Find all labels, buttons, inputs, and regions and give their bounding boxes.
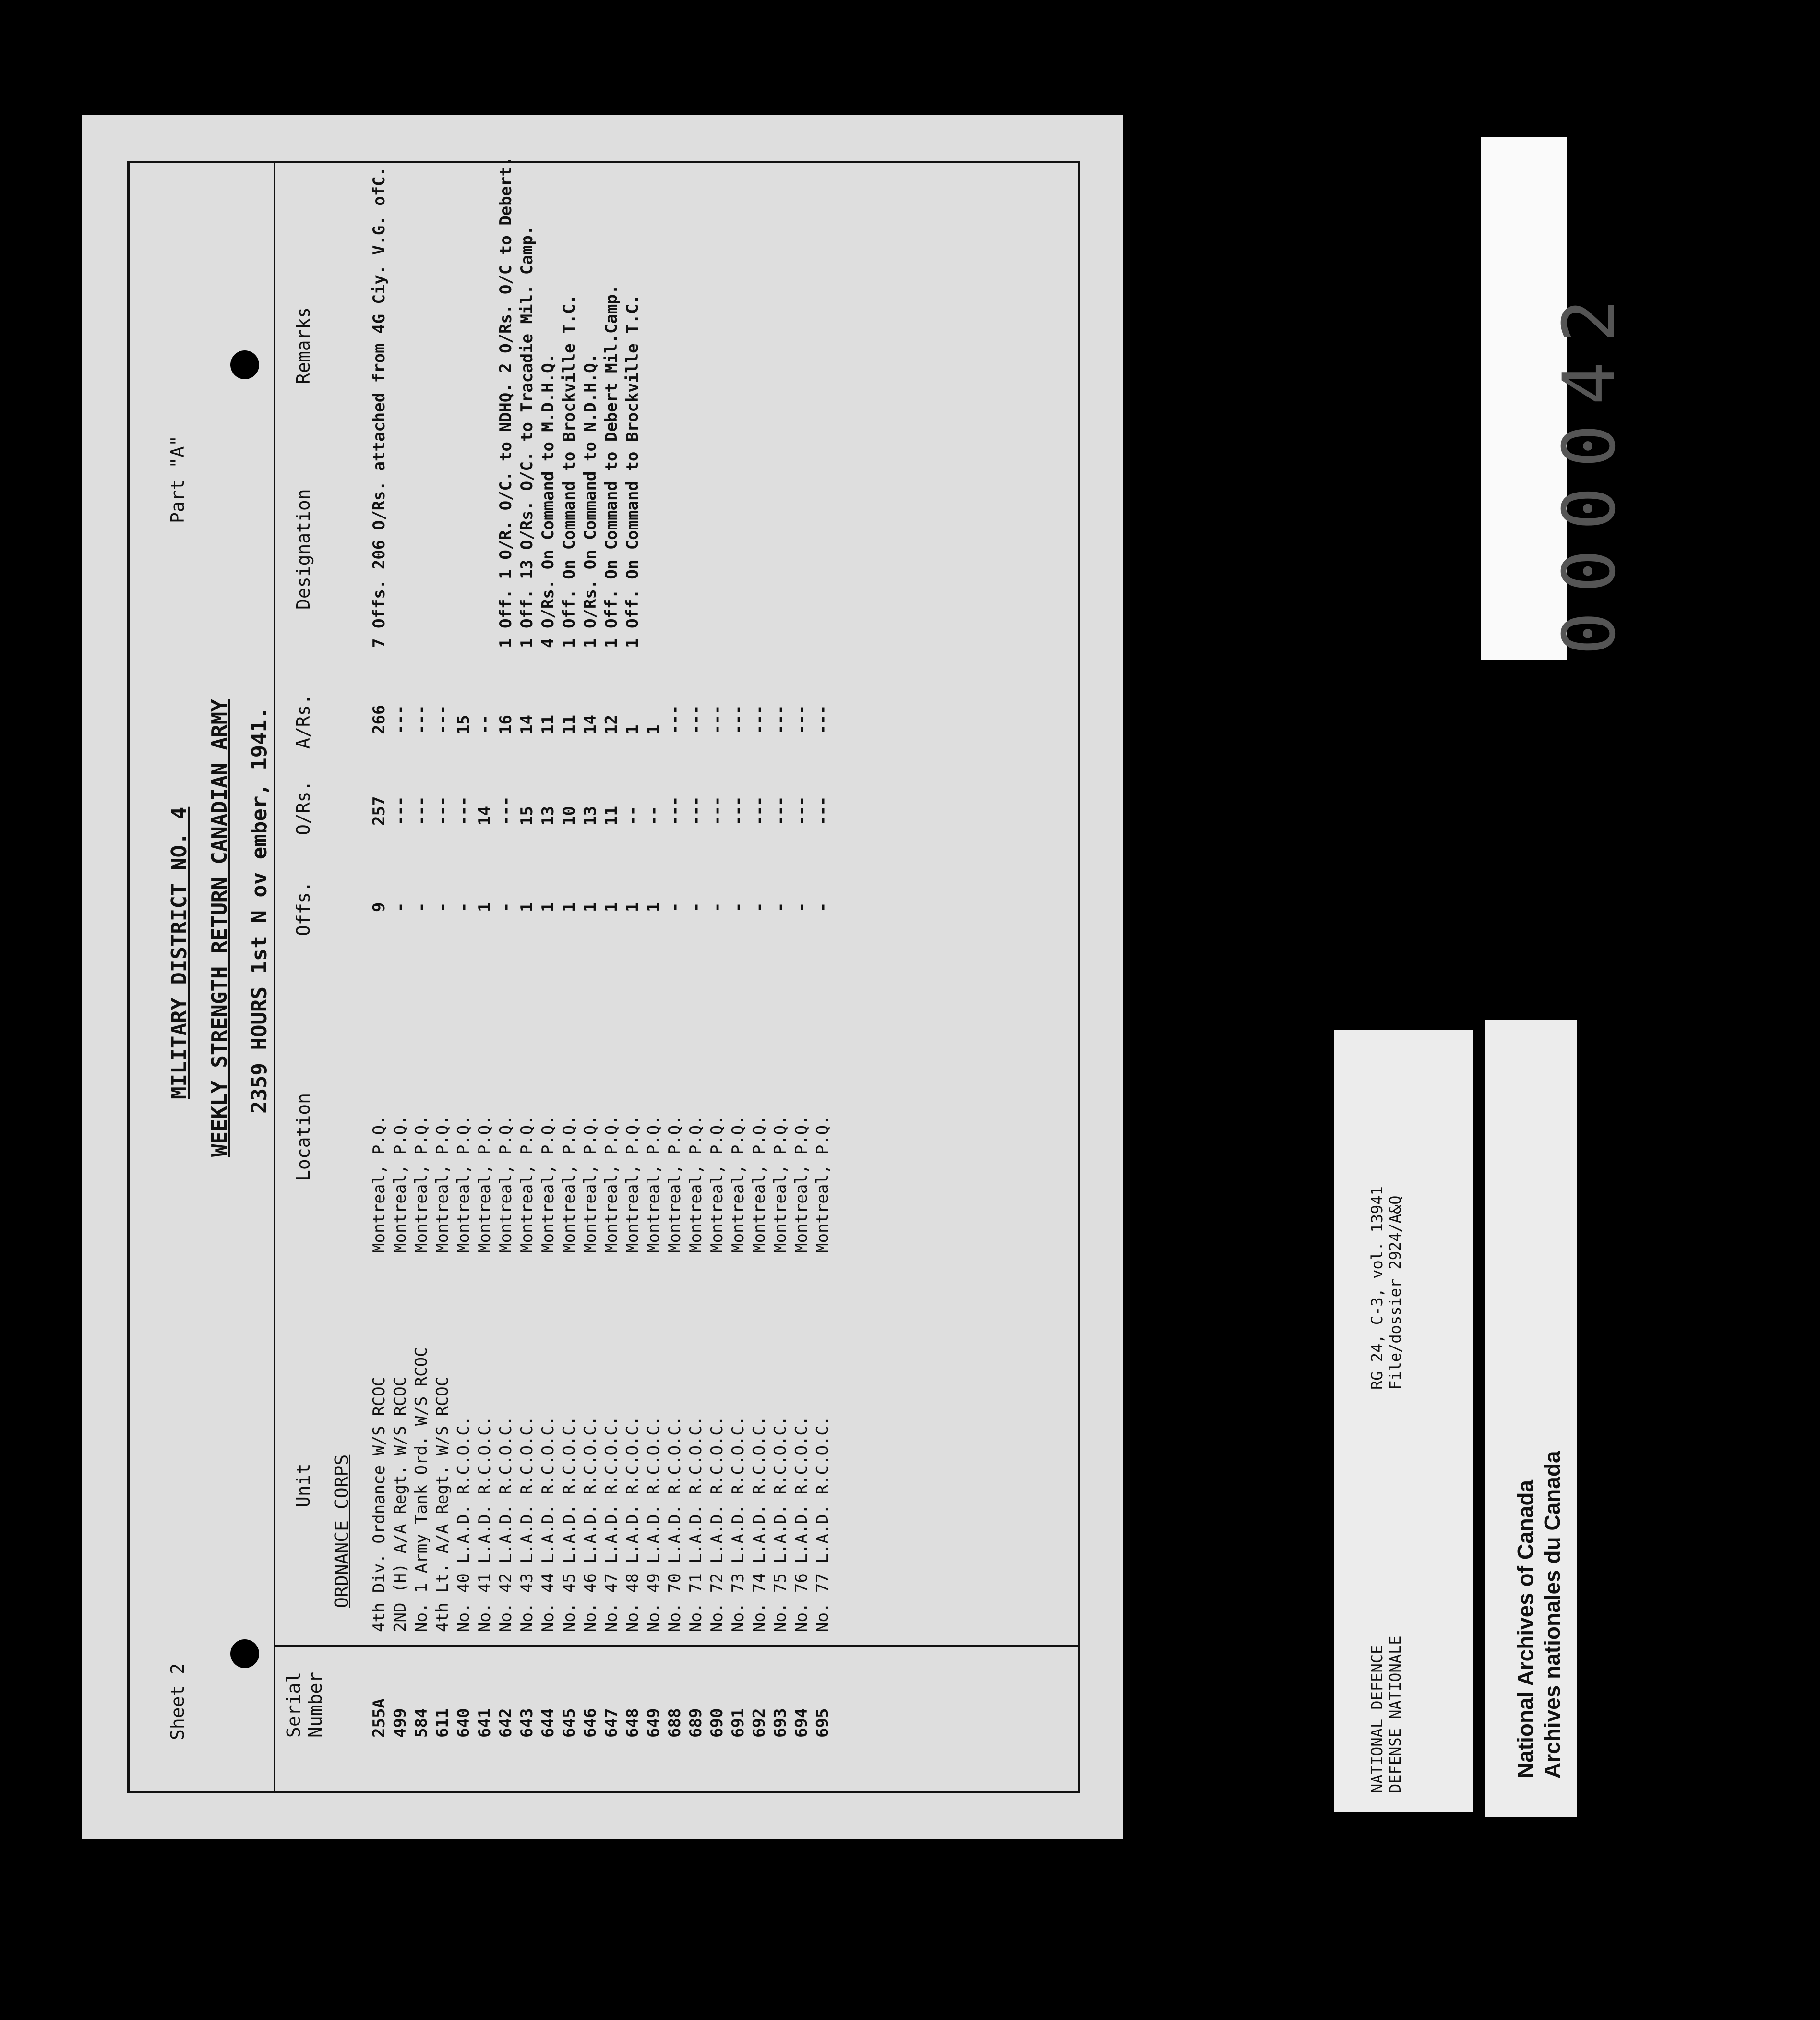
cell-ors: ---	[707, 796, 727, 826]
cell-unit: No. 77 L.A.D. R.C.O.C.	[813, 1416, 832, 1632]
cell-ors: ---	[496, 796, 515, 826]
cell-ors: ---	[771, 796, 790, 826]
cell-unit: No. 1 Army Tank Ord. W/S RCOC	[412, 1347, 431, 1632]
cell-unit: No. 43 L.A.D. R.C.O.C.	[517, 1416, 537, 1632]
cell-remarks: 1 O/Rs. On Command to N.D.H.Q.	[581, 353, 600, 648]
cell-location: Montreal, P.Q.	[496, 1115, 515, 1253]
cell-ars: ---	[665, 705, 684, 734]
col-ars: A/Rs.	[293, 694, 314, 749]
cell-location: Montreal, P.Q.	[750, 1115, 769, 1253]
cell-offs: 9	[370, 902, 389, 912]
cell-unit: No. 42 L.A.D. R.C.O.C.	[496, 1416, 515, 1632]
cell-location: Montreal, P.Q.	[729, 1115, 748, 1253]
cell-offs: -	[771, 902, 790, 912]
col-remarks: Remarks	[293, 307, 314, 384]
table-row	[454, 158, 475, 1839]
cell-serial: 640	[454, 1708, 473, 1738]
cell-ors: ---	[686, 796, 706, 826]
rg-line2: File/dossier 2924/A&Q	[1386, 1195, 1404, 1390]
rg-line1: RG 24, C-3, vol. 13941	[1368, 1186, 1386, 1390]
table-row	[560, 158, 581, 1839]
title-line3: 2359 HOURS 1st N ov ember, 1941.	[247, 707, 272, 1114]
cell-location: Montreal, P.Q.	[623, 1115, 642, 1253]
cell-location: Montreal, P.Q.	[665, 1115, 684, 1253]
cell-serial: 694	[792, 1708, 811, 1738]
cell-location: Montreal, P.Q.	[686, 1115, 706, 1253]
cell-ars: ---	[412, 705, 431, 734]
cell-ars: ---	[771, 705, 790, 734]
cell-serial: 693	[771, 1708, 790, 1738]
part-label: Part "A"	[167, 435, 188, 523]
cell-remarks: 1 Off. On Command to Debert Mil.Camp.	[602, 284, 621, 648]
archives-line2: Archives nationales du Canada	[1540, 1451, 1565, 1779]
cell-location: Montreal, P.Q.	[517, 1115, 537, 1253]
cell-ars: 1	[623, 724, 642, 734]
cell-offs: -	[433, 902, 452, 912]
cell-ars: ---	[433, 705, 452, 734]
cell-remarks: 1 Off. On Command to Brockville T.C.	[623, 294, 642, 648]
cell-serial: 255A	[370, 1698, 389, 1738]
cell-ars: --	[475, 715, 494, 734]
defence-line2: DEFENSE NATIONALE	[1386, 1635, 1404, 1793]
cell-unit: No. 41 L.A.D. R.C.O.C.	[475, 1416, 494, 1632]
cell-ors: 11	[602, 806, 621, 826]
cell-serial: 649	[644, 1708, 663, 1738]
table-row	[475, 158, 496, 1839]
cell-offs: -	[750, 902, 769, 912]
cell-offs: 1	[623, 902, 642, 912]
header-separator	[274, 161, 275, 1793]
cell-serial: 691	[729, 1708, 748, 1738]
cell-ars: ---	[813, 705, 832, 734]
cell-serial: 690	[707, 1708, 727, 1738]
table-row	[644, 158, 665, 1839]
cell-ars: ---	[391, 705, 410, 734]
document-content	[82, 115, 1123, 1839]
cell-ors: ---	[813, 796, 832, 826]
cell-unit: No. 73 L.A.D. R.C.O.C.	[729, 1416, 748, 1632]
cell-unit: No. 74 L.A.D. R.C.O.C.	[750, 1416, 769, 1632]
cell-unit: No. 46 L.A.D. R.C.O.C.	[581, 1416, 600, 1632]
cell-offs: 1	[581, 902, 600, 912]
sheet-label: Sheet 2	[167, 1663, 188, 1740]
cell-ors: 257	[370, 796, 389, 826]
table-row	[496, 158, 517, 1839]
table-row	[707, 158, 729, 1839]
cell-remarks: 1 Off. 13 O/Rs. O/C. to Tracadie Mil. Camp.	[517, 225, 537, 648]
table-row	[792, 158, 813, 1839]
cell-serial: 644	[539, 1708, 558, 1738]
table-row	[729, 158, 750, 1839]
punch-hole-left	[230, 1639, 259, 1668]
col-ors: O/Rs.	[293, 780, 314, 835]
cell-offs: -	[792, 902, 811, 912]
cell-offs: -	[729, 902, 748, 912]
cell-location: Montreal, P.Q.	[560, 1115, 579, 1253]
cell-unit: No. 72 L.A.D. R.C.O.C.	[707, 1416, 727, 1632]
cell-ars: 14	[581, 715, 600, 734]
cell-serial: 689	[686, 1708, 706, 1738]
cell-location: Montreal, P.Q.	[813, 1115, 832, 1253]
cell-ors: ---	[792, 796, 811, 826]
cell-unit: No. 45 L.A.D. R.C.O.C.	[560, 1416, 579, 1632]
cell-unit: 2ND (H) A/A Regt. W/S RCOC	[391, 1376, 410, 1632]
cell-serial: 643	[517, 1708, 537, 1738]
cell-unit: 4th Lt. A/A Regt. W/S RCOC	[433, 1376, 452, 1632]
cell-offs: 1	[602, 902, 621, 912]
cell-offs: -	[707, 902, 727, 912]
cell-serial: 499	[391, 1708, 410, 1738]
cell-location: Montreal, P.Q.	[391, 1115, 410, 1253]
title-line1: MILITARY DISTRICT NO. 4	[167, 806, 192, 1099]
cell-serial: 645	[560, 1708, 579, 1738]
col-location: Location	[293, 1093, 314, 1181]
table-row	[750, 158, 771, 1839]
table-row	[370, 158, 391, 1839]
table-row	[602, 158, 623, 1839]
cell-unit: No. 49 L.A.D. R.C.O.C.	[644, 1416, 663, 1632]
cell-unit: No. 48 L.A.D. R.C.O.C.	[623, 1416, 642, 1632]
cell-remarks: 7 Offs. 206 O/Rs. attached from 4G Ciy. V.G. ofC.	[370, 166, 389, 648]
cell-remarks: 1 Off. On Command to Brockville T.C.	[560, 294, 579, 648]
cell-ors: 15	[517, 806, 537, 826]
cell-offs: 1	[644, 902, 663, 912]
cell-ors: ---	[412, 796, 431, 826]
cell-serial: 692	[750, 1708, 769, 1738]
cell-ars: ---	[686, 705, 706, 734]
cell-unit: 4th Div. Ordnance W/S RCOC	[370, 1376, 389, 1632]
cell-location: Montreal, P.Q.	[433, 1115, 452, 1253]
cell-ors: ---	[665, 796, 684, 826]
cell-location: Montreal, P.Q.	[539, 1115, 558, 1253]
cell-ars: 11	[539, 715, 558, 734]
cell-location: Montreal, P.Q.	[412, 1115, 431, 1253]
cell-ars: 266	[370, 705, 389, 734]
cell-ars: 1	[644, 724, 663, 734]
table-row	[517, 158, 539, 1839]
cell-serial: 642	[496, 1708, 515, 1738]
cell-ors: 14	[475, 806, 494, 826]
table-row	[771, 158, 792, 1839]
cell-serial: 688	[665, 1708, 684, 1738]
col-serial-line1: Serial	[283, 1671, 304, 1738]
cell-location: Montreal, P.Q.	[707, 1115, 727, 1253]
cell-ars: 12	[602, 715, 621, 734]
cell-ars: ---	[729, 705, 748, 734]
cell-offs: 1	[539, 902, 558, 912]
table-row	[539, 158, 560, 1839]
cell-ars: 11	[560, 715, 579, 734]
cell-location: Montreal, P.Q.	[792, 1115, 811, 1253]
cell-offs: -	[391, 902, 410, 912]
cell-location: Montreal, P.Q.	[602, 1115, 621, 1253]
cell-offs: -	[496, 902, 515, 912]
cell-ors: ---	[750, 796, 769, 826]
cell-location: Montreal, P.Q.	[454, 1115, 473, 1253]
label-archives	[1485, 1020, 1577, 1817]
cell-ars: 16	[496, 715, 515, 734]
cell-unit: No. 71 L.A.D. R.C.O.C.	[686, 1416, 706, 1632]
cell-offs: 1	[560, 902, 579, 912]
document-page	[82, 115, 1123, 1839]
table-row	[412, 158, 433, 1839]
cell-unit: No. 75 L.A.D. R.C.O.C.	[771, 1416, 790, 1632]
cell-ors: 13	[581, 806, 600, 826]
cell-ars: 14	[517, 715, 537, 734]
cell-offs: -	[412, 902, 431, 912]
cell-serial: 695	[813, 1708, 832, 1738]
defence-line1: NATIONAL DEFENCE	[1368, 1645, 1386, 1793]
cell-location: Montreal, P.Q.	[370, 1115, 389, 1253]
cell-ors: --	[644, 806, 663, 826]
cell-location: Montreal, P.Q.	[475, 1115, 494, 1253]
table-row	[665, 158, 686, 1839]
archives-line1: National Archives of Canada	[1513, 1479, 1538, 1779]
cell-serial: 646	[581, 1708, 600, 1738]
label-defence-rg	[1334, 1030, 1473, 1812]
cell-offs: 1	[475, 902, 494, 912]
col-offs: Offs.	[293, 881, 314, 936]
cell-ors: ---	[391, 796, 410, 826]
cell-serial: 647	[602, 1708, 621, 1738]
cell-offs: -	[454, 902, 473, 912]
cell-ors: ---	[433, 796, 452, 826]
cell-remarks: 4 O/Rs. On Command to M.D.H.Q.	[539, 353, 558, 648]
cell-unit: No. 40 L.A.D. R.C.O.C.	[454, 1416, 473, 1632]
cell-location: Montreal, P.Q.	[771, 1115, 790, 1253]
cell-ors: ---	[729, 796, 748, 826]
col-unit: Unit	[293, 1463, 314, 1507]
cell-location: Montreal, P.Q.	[644, 1115, 663, 1253]
section-heading: ORDNANCE CORPS	[331, 1454, 352, 1608]
frame-number: 000042	[1548, 280, 1631, 655]
cell-ors: --	[623, 806, 642, 826]
cell-ars: ---	[750, 705, 769, 734]
cell-offs: -	[665, 902, 684, 912]
cell-unit: No. 76 L.A.D. R.C.O.C.	[792, 1416, 811, 1632]
cell-serial: 584	[412, 1708, 431, 1738]
table-row	[433, 158, 454, 1839]
col-designation: Designation	[293, 489, 314, 610]
cell-ors: ---	[454, 796, 473, 826]
cell-ars: ---	[792, 705, 811, 734]
cell-unit: No. 47 L.A.D. R.C.O.C.	[602, 1416, 621, 1632]
cell-ars: ---	[707, 705, 727, 734]
cell-serial: 611	[433, 1708, 452, 1738]
table-row	[686, 158, 707, 1839]
cell-remarks: 1 Off. 1 O/R. O/C. to NDHQ. 2 O/Rs. O/C to Debert.	[496, 156, 515, 648]
cell-offs: -	[686, 902, 706, 912]
table-row	[391, 158, 412, 1839]
cell-ors: 10	[560, 806, 579, 826]
table-row	[623, 158, 644, 1839]
cell-unit: No. 44 L.A.D. R.C.O.C.	[539, 1416, 558, 1632]
title-line2: WEEKLY STRENGTH RETURN CANADIAN ARMY	[207, 699, 232, 1157]
cell-offs: 1	[517, 902, 537, 912]
cell-ars: 15	[454, 715, 473, 734]
col-serial-line2: Number	[305, 1671, 326, 1738]
frame-number-stamp	[1481, 137, 1631, 660]
table-row	[581, 158, 602, 1839]
cell-offs: -	[813, 902, 832, 912]
cell-ors: 13	[539, 806, 558, 826]
cell-serial: 641	[475, 1708, 494, 1738]
table-row	[813, 158, 834, 1839]
cell-location: Montreal, P.Q.	[581, 1115, 600, 1253]
punch-hole-right	[230, 350, 259, 379]
cell-serial: 648	[623, 1708, 642, 1738]
cell-unit: No. 70 L.A.D. R.C.O.C.	[665, 1416, 684, 1632]
